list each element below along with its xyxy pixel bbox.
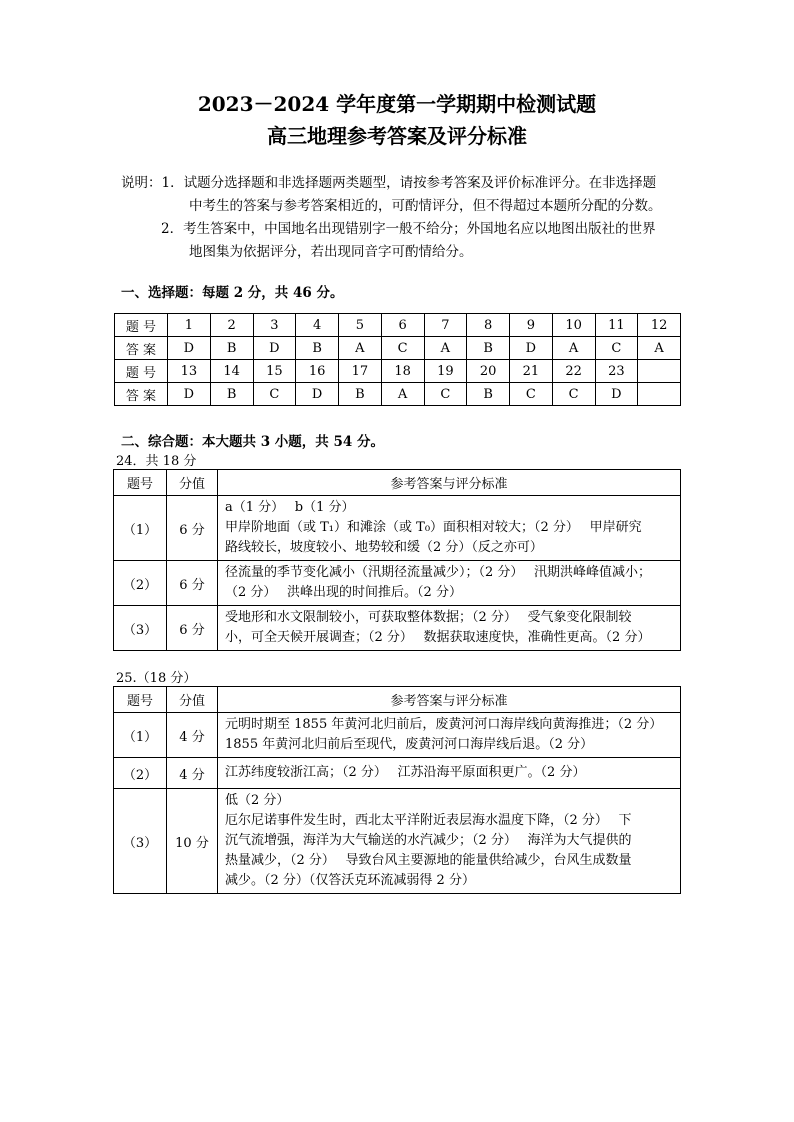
table-header-row [114,470,681,496]
col-header-score: 分值 [167,687,218,713]
question-number: 6 [381,314,424,337]
question-number: 22 [552,360,595,383]
answer-cell [218,758,681,789]
table-row [114,713,681,758]
question-number: （1） [114,713,167,758]
table-row [114,561,681,606]
question-number: 16 [296,360,339,383]
answer-cell: C [424,383,467,406]
empty-cell [638,383,681,406]
question-number: 2 [210,314,253,337]
answer-line: 沉气流增强，海洋为大气输送的水汽减少；（2 分） 海洋为大气提供的 [225,833,632,848]
table-row [114,758,681,789]
question-number: 7 [424,314,467,337]
row-label: 题 号 [115,314,168,337]
answer-cell: D [253,337,296,360]
table-row [114,789,681,894]
answer-cell: C [552,383,595,406]
question-number: 9 [510,314,553,337]
instructions [121,172,681,264]
row-label: 题 号 [115,360,168,383]
answer-line: 江苏纬度较浙江高；（2 分） 江苏沿海平原面积更广。（2 分） [225,765,586,780]
note-1-line-1: 试题分选择题和非选择题两类题型，请按参考答案及评价标准评分。在非选择题 [183,175,657,191]
answer-line: 元明时期至 1855 年黄河北归前后，废黄河河口海岸线向黄海推进；（2 分） [225,717,663,732]
empty-cell [638,360,681,383]
answer-cell: D [168,337,211,360]
answer-cell: A [424,337,467,360]
question-number: 4 [296,314,339,337]
answer-line: 径流量的季节变化减小（汛期径流量减少）；（2 分） 汛期洪峰峰值减小； [225,565,652,580]
note-item-2: 2．考生答案中，中国地名出现错别字一般不给分；外国地名应以地图出版社的世界 [161,221,656,237]
answer-cell: D [168,383,211,406]
note-item-1 [121,172,681,195]
answer-cell [218,713,681,758]
answer-line: （2 分） 洪峰出现的时间推后。（2 分） [225,585,462,600]
question-number: 10 [552,314,595,337]
question-number: （1） [114,496,167,561]
row-label: 答 案 [115,337,168,360]
answer-cell: C [381,337,424,360]
section-1-heading: 一、选择题：每题 2 分，共 46 分。 [121,285,344,301]
answer-cell: D [296,383,339,406]
question-number: 12 [638,314,681,337]
answer-line: 热量减少，（2 分） 导致台风主要源地的能量供给减少，台风生成数量 [225,853,632,868]
question-number: 20 [467,360,510,383]
answer-cell: B [210,383,253,406]
note-prefix: 说明：1． [121,175,184,191]
answer-cell: B [210,337,253,360]
answer-cell [218,496,681,561]
col-header-number: 题号 [114,687,167,713]
score-cell: 6 分 [167,606,218,651]
question-number: （3） [114,789,167,894]
answer-cell: C [595,337,638,360]
answer-cell: A [339,337,382,360]
col-header-answer: 参考答案与评分标准 [218,687,681,713]
answer-cell: B [296,337,339,360]
question-number: 19 [424,360,467,383]
question-number: 5 [339,314,382,337]
question-number: 8 [467,314,510,337]
multiple-choice-answer-table [114,313,681,406]
table-row [115,383,681,406]
q25-heading: 25.（18 分） [116,671,197,686]
table-row [114,606,681,651]
question-number: （2） [114,561,167,606]
table-row [115,360,681,383]
question-number: 3 [253,314,296,337]
question-number: 14 [210,360,253,383]
answer-cell: D [595,383,638,406]
answer-line: 甲岸阶地面（或 T₁）和滩涂（或 T₀）面积相对较大；（2 分） 甲岸研究 [225,520,642,535]
answer-cell [218,561,681,606]
q24-heading: 24．共 18 分 [116,454,197,469]
answer-cell [218,606,681,651]
answer-cell: A [381,383,424,406]
answer-line: 减少。（2 分）（仅答沃克环流减弱得 2 分） [225,873,475,888]
answer-cell: B [467,383,510,406]
answer-cell: B [467,337,510,360]
score-cell: 6 分 [167,496,218,561]
answer-cell: A [552,337,595,360]
question-number: 13 [168,360,211,383]
col-header-score: 分值 [167,470,218,496]
answer-line: 路线较长，坡度较小、地势较和缓（2 分）（反之亦可） [225,540,543,555]
answer-cell: C [253,383,296,406]
answer-line: 小，可全天候开展调查；（2 分） 数据获取速度快，准确性更高。（2 分） [225,630,651,645]
col-header-answer: 参考答案与评分标准 [218,470,681,496]
answer-cell: A [638,337,681,360]
q24-answer-table [113,469,681,651]
table-header-row [114,687,681,713]
answer-line: a（1 分） b（1 分） [225,500,355,515]
question-number: （2） [114,758,167,789]
question-number: 1 [168,314,211,337]
answer-cell: C [510,383,553,406]
table-row [114,496,681,561]
answer-cell: B [339,383,382,406]
table-row [115,337,681,360]
note-1-line-2: 中考生的答案与参考答案相近的，可酌情评分，但不得超过本题所分配的分数。 [189,198,662,214]
section-2-heading: 二、综合题：本大题共 3 小题，共 54 分。 [121,434,384,450]
answer-line: 厄尔尼诺事件发生时，西北太平洋附近表层海水温度下降，（2 分） 下 [225,813,632,828]
question-number: 21 [510,360,553,383]
answer-line: 低（2 分） [225,793,290,808]
question-number: 11 [595,314,638,337]
question-number: 17 [339,360,382,383]
doc-subtitle: 高三地理参考答案及评分标准 [267,124,527,148]
answer-cell [218,789,681,894]
note-2-line-2: 地图集为依据评分，若出现同音字可酌情给分。 [189,244,473,260]
question-number: （3） [114,606,167,651]
score-cell: 4 分 [167,713,218,758]
score-cell: 10 分 [167,789,218,894]
score-cell: 4 分 [167,758,218,789]
score-cell: 6 分 [167,561,218,606]
row-label: 答 案 [115,383,168,406]
question-number: 15 [253,360,296,383]
answer-cell: D [510,337,553,360]
col-header-number: 题号 [114,470,167,496]
question-number: 23 [595,360,638,383]
answer-line: 受地形和水文限制较小，可获取整体数据；（2 分） 受气象变化限制较 [225,610,632,625]
doc-title: 2023－2024 学年度第一学期期中检测试题 [197,92,597,116]
question-number: 18 [381,360,424,383]
answer-line: 1855 年黄河北归前后至现代，废黄河河口海岸线后退。（2 分） [225,737,594,752]
q25-answer-table [113,686,681,894]
table-row [115,314,681,337]
